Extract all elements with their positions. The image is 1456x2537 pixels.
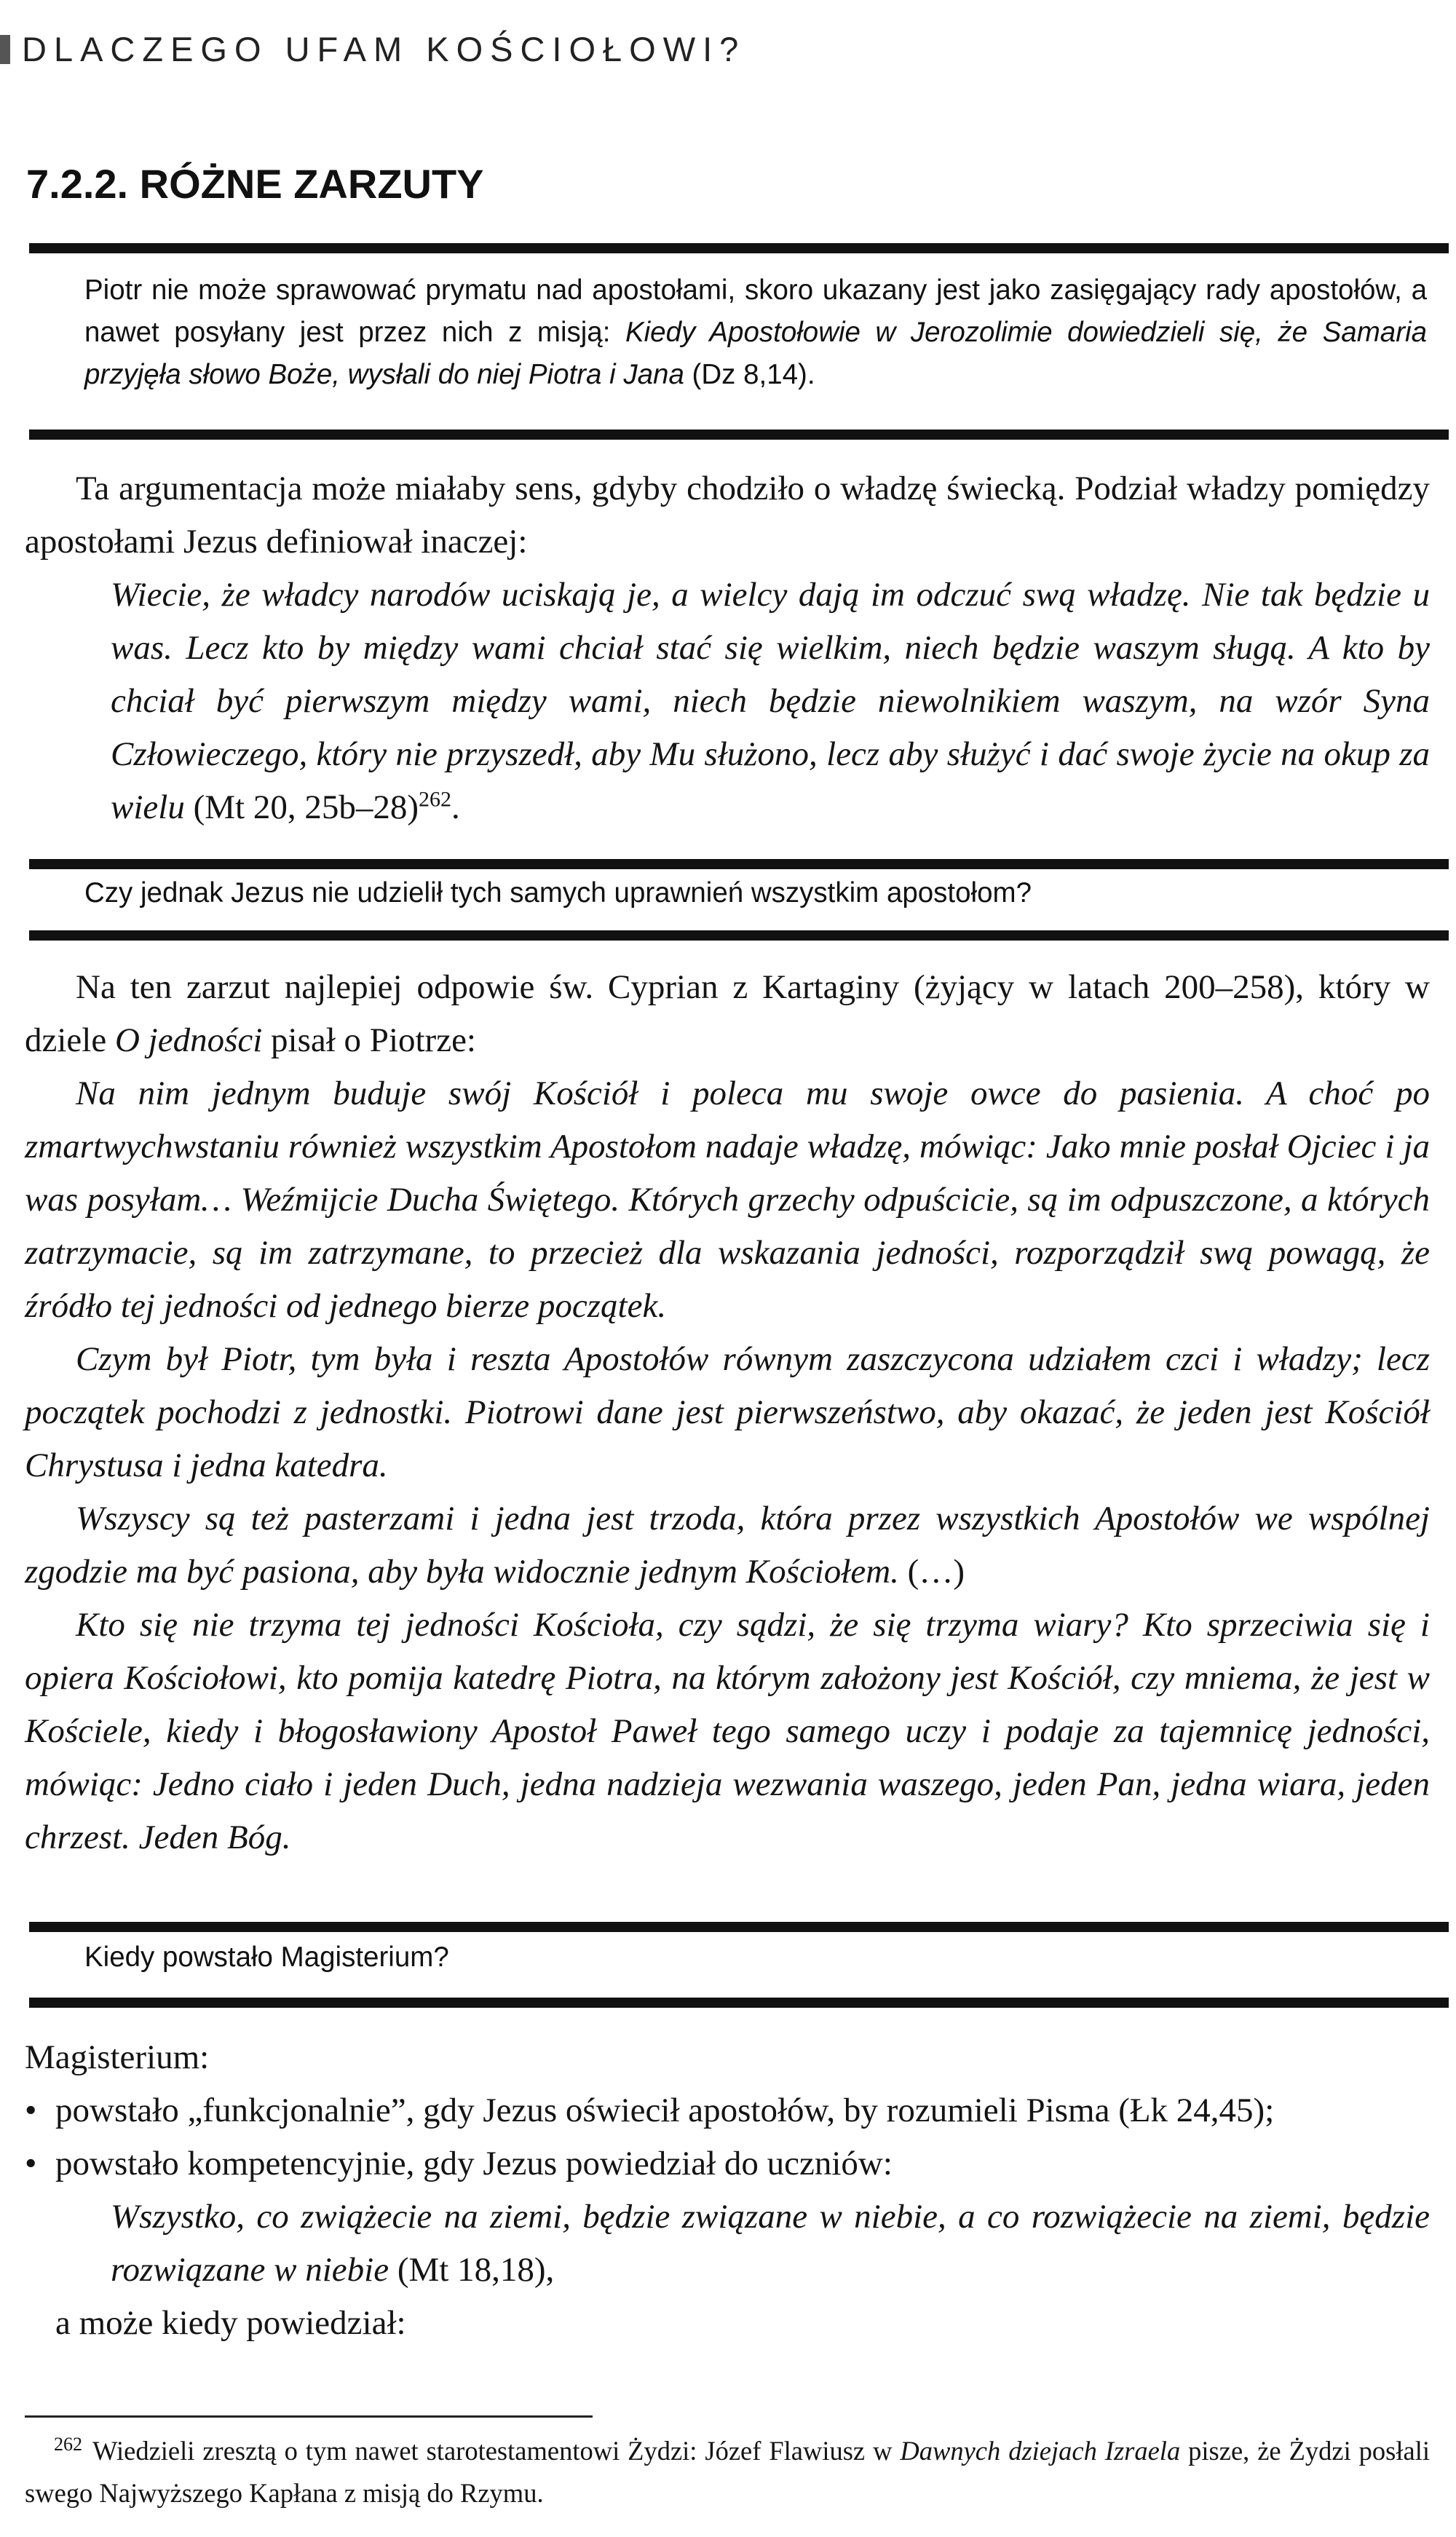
section-heading: 7.2.2. RÓŻNE ZARZUTY <box>26 161 484 207</box>
running-head-text: DLACZEGO UFAM KOŚCIOŁOWI? <box>22 30 746 68</box>
objection-box <box>58 269 1427 396</box>
box-rule-bottom <box>29 430 1449 440</box>
footnote-reference: 262 <box>418 787 451 812</box>
objection-reference: (Dz 8,14). <box>684 359 815 390</box>
box-rule-top <box>29 1922 1449 1932</box>
objection-box <box>58 1936 1427 1979</box>
quote-paragraph: Czym był Piotr, tym była i reszta Apostołów równym zaszczycona udziałem czci i władzy; lecz początek pochodzi z jednostki. Piotrowi dane jest pierwszeństwo, aby okazać, że jeden jest Kościół Chrystusa i jedna katedra. <box>25 1340 1430 1484</box>
answer-block <box>25 2031 1430 2350</box>
quote-paragraph: Kto się nie trzyma tej jedności Kościoła, czy sądzi, że się trzyma wiary? Kto sprzeciwia się i opiera Kościołowi, kto pomija katedrę Piotra, na którym założony jest Kościół, czy mniema, że jest w Kościele, kiedy i błogosławiony Apostoł Paweł tego samego uczy i podaje za tajemnicę jedności, mówiąc: Jedno ciało i jeden Duch, jedna nadzieja wezwania waszego, jeden Pan, jedna wiara, jeden chrzest. Jeden Bóg. <box>25 1606 1430 1856</box>
quote-paragraph: Wszyscy są też pasterzami i jedna jest trzoda, która przez wszystkich Apostołów we wspólnej zgodzie ma być pasiona, aby była widocznie jednym Kościołem. (…) <box>25 1500 1430 1591</box>
continuation-text: a może kiedy powiedział: <box>55 2304 406 2342</box>
footnote-rule <box>25 2415 593 2418</box>
bullet-marker: • <box>25 2091 37 2129</box>
answer-intro: Na ten zarzut najlepiej odpowie św. Cyprian z Kartaginy (żyjący w latach 200–258), który w dziele O jedności pisał o Piotrze: <box>25 968 1430 1059</box>
quote-reference: (Mt 18,18), <box>389 2251 555 2289</box>
answer-block <box>25 462 1430 834</box>
block-quote: Wszystko, co zwiążecie na ziemi, będzie związane w niebie, a co rozwiążecie na ziemi, będzie rozwiązane w niebie (Mt 18,18), <box>111 2198 1430 2289</box>
page-edge-mark <box>0 35 10 64</box>
objection-text: Piotr nie może sprawować prymatu nad apostołami, skoro ukazany jest jako zasięgający rady apostołów, a nawet posyłany jest przez nich z misją: Kiedy Apostołowie w Jerozolimie dowiedzieli się, że Samaria przyjęła słowo Boże, wysłali do niej Piotra i Jana (Dz 8,14). <box>84 274 1427 390</box>
bullet-list <box>25 2084 1430 2190</box>
running-head <box>0 28 745 71</box>
ellipsis: (…) <box>898 1553 965 1591</box>
objection-box <box>58 872 1427 914</box>
footnote: $^{262}$ Wiedzieli zresztą o tym nawet starotestamentowi Żydzi: Józef Flawiusz w Dawnych dziejach Izraela pisze, że Żydzi posłali swego Najwyższego Kapłana z misją do Rzymu. <box>25 2433 1430 2508</box>
box-rule-top <box>29 859 1449 869</box>
list-item: • powstało kompetencyjnie, gdy Jezus powiedział do uczniów: <box>25 2137 1430 2190</box>
box-rule-bottom <box>29 930 1449 941</box>
answer-intro: Magisterium: <box>25 2038 210 2076</box>
quote-reference: (Mt 20, 25b–28) <box>184 788 419 826</box>
answer-intro: Ta argumentacja może miałaby sens, gdyby chodziło o władzę świecką. Podział władzy pomiędzy apostołami Jezus definiował inaczej: <box>25 470 1430 561</box>
footnote-title: Dawnych dziejach Izraela <box>900 2436 1181 2466</box>
work-title: O jedności <box>114 1021 263 1059</box>
block-quote: Wiecie, że władcy narodów uciskają je, a wielcy dają im odczuć swą władzę. Nie tak będzie u was. Lecz kto by między wami chciał stać się wielkim, niech będzie waszym sługą. A kto by chciał być pierwszym między wami, niech będzie niewolnikiem waszym, na wzór Syna Człowieczego, który nie przyszedł, aby Mu służono, lecz aby służyć i dać swoje życie na okup za wielu (Mt 20, 25b–28)$^{262}$. <box>111 576 1430 826</box>
box-rule-bottom <box>29 1998 1449 2008</box>
objection-text: Kiedy powstało Magisterium? <box>84 1942 449 1973</box>
answer-block <box>25 961 1430 1864</box>
quote-paragraph: Na nim jednym buduje swój Kościół i poleca mu swoje owce do pasienia. A choć po zmartwychwstaniu również wszystkim Apostołom nadaje władzę, mówiąc: Jako mnie posłał Ojciec i ja was posyłam… Weźmijcie Ducha Świętego. Których grzechy odpuścicie, są im odpuszczone, a których zatrzymacie, są im zatrzymane, to przecież dla wskazania jedności, rozporządził swą powagą, że źródło tej jedności od jednego bierze początek. <box>25 1074 1430 1325</box>
objection-quote: Kiedy Apostołowie w Jerozolimie dowiedzieli się, że Samaria przyjęła słowo Boże, wysłali do niej Piotra i Jana <box>84 317 1427 390</box>
box-rule-top <box>29 243 1449 253</box>
list-item: • powstało „funkcjonalnie”, gdy Jezus oświecił apostołów, by rozumieli Pisma (Łk 24,45); <box>25 2084 1430 2137</box>
bullet-marker: • <box>25 2145 37 2182</box>
objection-text: Czy jednak Jezus nie udzielił tych samych uprawnień wszystkim apostołom? <box>84 877 1032 909</box>
footnote-number: 262 <box>54 2433 82 2455</box>
